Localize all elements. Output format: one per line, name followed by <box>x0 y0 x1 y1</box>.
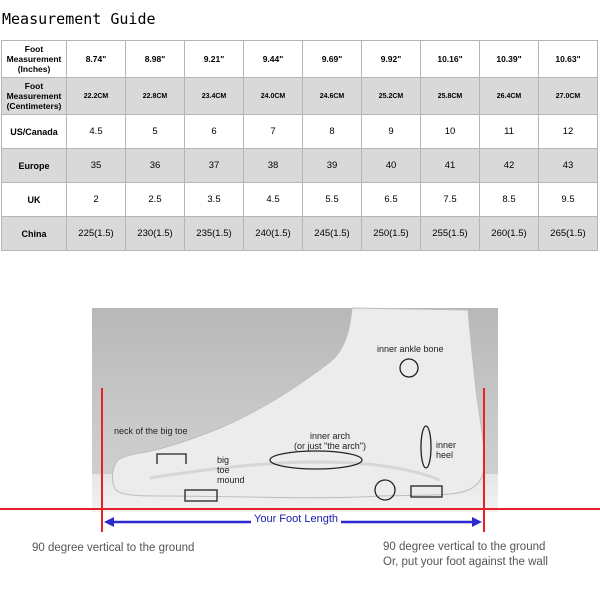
table-cell: 23.4CM <box>185 78 244 115</box>
table-cell: 230(1.5) <box>126 217 185 251</box>
table-cell: 22.8CM <box>126 78 185 115</box>
table-cell: 37 <box>185 149 244 183</box>
table-cell: 260(1.5) <box>480 217 539 251</box>
table-cell: 9.21" <box>185 41 244 78</box>
table-cell: 40 <box>362 149 421 183</box>
label-inner-arch: inner arch (or just "the arch") <box>294 431 366 451</box>
table-cell: 235(1.5) <box>185 217 244 251</box>
table-cell: 2 <box>67 183 126 217</box>
table-cell: 240(1.5) <box>244 217 303 251</box>
table-cell: 7 <box>244 115 303 149</box>
table-row-centimeters <box>2 78 598 115</box>
table-cell: 9.5 <box>539 183 598 217</box>
table-cell: 250(1.5) <box>362 217 421 251</box>
label-neck-big-toe: neck of the big toe <box>114 426 188 436</box>
table-row-inches <box>2 41 598 78</box>
table-cell: 26.4CM <box>480 78 539 115</box>
row-header: US/Canada <box>2 115 67 149</box>
table-cell: 12 <box>539 115 598 149</box>
table-cell: 265(1.5) <box>539 217 598 251</box>
table-row-china <box>2 217 598 251</box>
table-cell: 41 <box>421 149 480 183</box>
table-cell: 6 <box>185 115 244 149</box>
table-cell: 38 <box>244 149 303 183</box>
table-cell: 9 <box>362 115 421 149</box>
caption-right-line1: 90 degree vertical to the ground <box>383 541 546 553</box>
table-cell: 35 <box>67 149 126 183</box>
table-cell: 8.98" <box>126 41 185 78</box>
table-cell: 25.8CM <box>421 78 480 115</box>
table-cell: 36 <box>126 149 185 183</box>
table-row-us-canada <box>2 115 598 149</box>
table-cell: 255(1.5) <box>421 217 480 251</box>
table-cell: 9.69" <box>303 41 362 78</box>
row-header: Foot Measurement (Centimeters) <box>2 78 67 115</box>
table-cell: 2.5 <box>126 183 185 217</box>
foot-length-label: Your Foot Length <box>251 513 341 525</box>
caption-left: 90 degree vertical to the ground <box>32 542 195 554</box>
table-cell: 10.63" <box>539 41 598 78</box>
table-cell: 7.5 <box>421 183 480 217</box>
table-cell: 24.6CM <box>303 78 362 115</box>
table-cell: 10 <box>421 115 480 149</box>
foot-measurement-diagram <box>0 300 600 600</box>
table-cell: 25.2CM <box>362 78 421 115</box>
table-cell: 245(1.5) <box>303 217 362 251</box>
table-cell: 8.74" <box>67 41 126 78</box>
row-header: Foot Measurement (Inches) <box>2 41 67 78</box>
table-cell: 39 <box>303 149 362 183</box>
row-header: Europe <box>2 149 67 183</box>
page-title: Measurement Guide <box>2 10 156 28</box>
table-cell: 8 <box>303 115 362 149</box>
table-cell: 4.5 <box>244 183 303 217</box>
label-big-toe-mound: big toe mound <box>217 455 245 485</box>
table-cell: 3.5 <box>185 183 244 217</box>
table-cell: 6.5 <box>362 183 421 217</box>
table-row-uk <box>2 183 598 217</box>
label-inner-heel: inner heel <box>436 440 457 460</box>
label-inner-ankle-bone: inner ankle bone <box>377 344 444 354</box>
table-cell: 8.5 <box>480 183 539 217</box>
table-cell: 43 <box>539 149 598 183</box>
table-cell: 225(1.5) <box>67 217 126 251</box>
row-header: UK <box>2 183 67 217</box>
table-cell: 9.92" <box>362 41 421 78</box>
table-cell: 27.0CM <box>539 78 598 115</box>
caption-right-line2: Or, put your foot against the wall <box>383 556 548 568</box>
table-cell: 5.5 <box>303 183 362 217</box>
table-cell: 22.2CM <box>67 78 126 115</box>
size-chart-table <box>1 40 598 251</box>
table-cell: 10.16" <box>421 41 480 78</box>
table-cell: 4.5 <box>67 115 126 149</box>
table-row-europe <box>2 149 598 183</box>
table-cell: 5 <box>126 115 185 149</box>
table-cell: 42 <box>480 149 539 183</box>
table-cell: 9.44" <box>244 41 303 78</box>
arrow-head-left-icon <box>104 517 114 527</box>
arrow-head-right-icon <box>472 517 482 527</box>
foot-silhouette <box>112 308 484 498</box>
table-cell: 24.0CM <box>244 78 303 115</box>
table-cell: 10.39" <box>480 41 539 78</box>
table-cell: 11 <box>480 115 539 149</box>
row-header: China <box>2 217 67 251</box>
